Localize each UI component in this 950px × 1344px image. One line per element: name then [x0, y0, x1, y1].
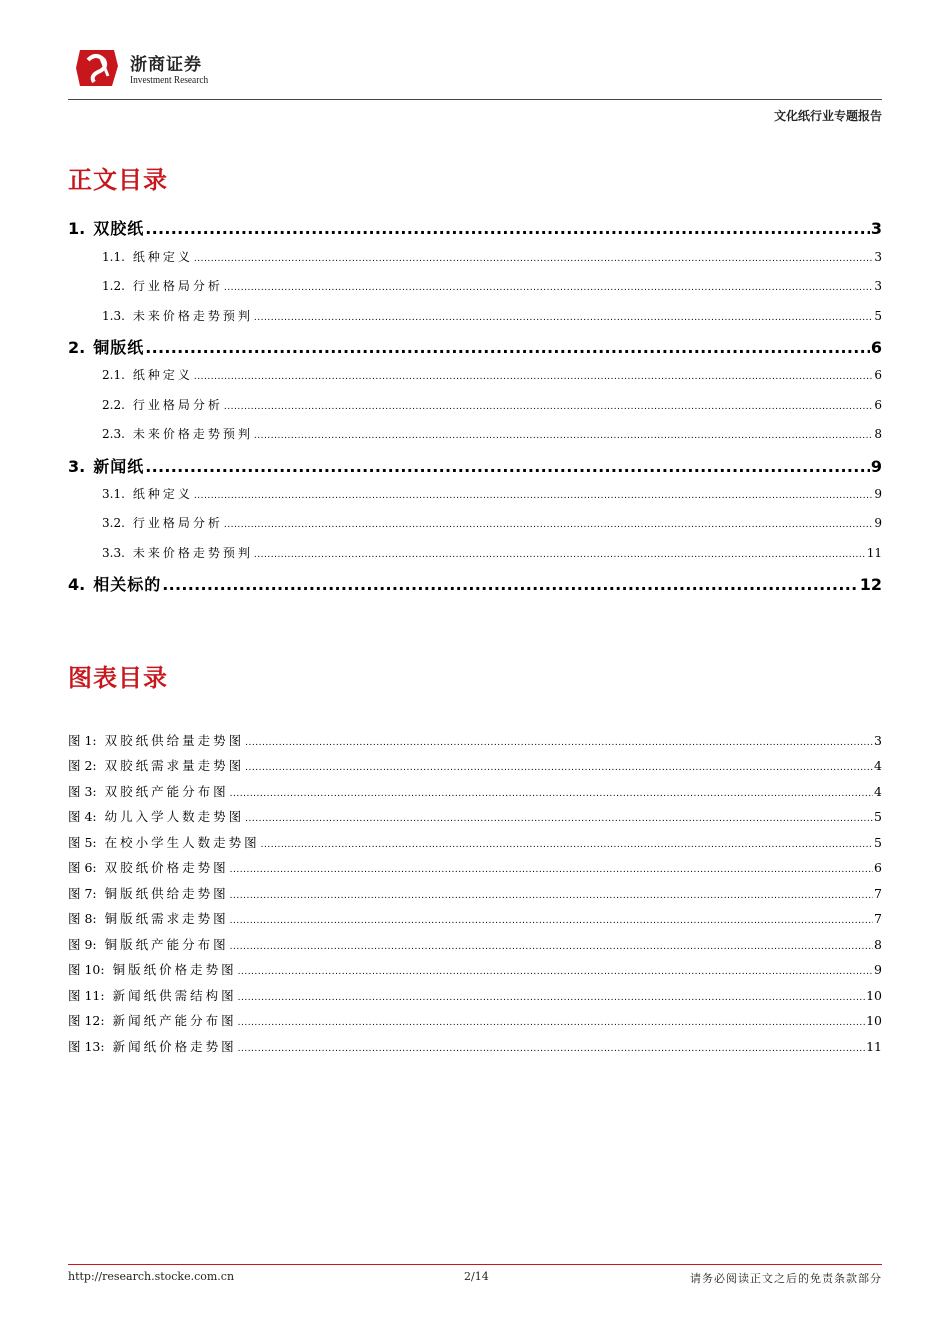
- figure-entry-3[interactable]: 图 3: 双胶纸产能分布图 ..... 4: [68, 782, 882, 800]
- dot-leader: [245, 814, 873, 824]
- page-number: 12: [859, 575, 882, 594]
- page-number: 11: [866, 1039, 882, 1054]
- footer-page-number: 2/14: [464, 1270, 489, 1283]
- dot-leader: [230, 789, 873, 799]
- page-number: 10: [866, 1013, 882, 1028]
- toc-entry-3-2[interactable]: 3.2. 行业格局分析 ..... 9: [102, 514, 882, 531]
- dot-leader: [194, 254, 873, 264]
- page-number: 7: [874, 911, 882, 926]
- page-number: 9: [874, 962, 882, 977]
- dot-leader: [254, 550, 866, 560]
- page-number: 4: [874, 784, 882, 799]
- figure-entry-5[interactable]: 图 5: 在校小学生人数走势图 ..... 5: [68, 833, 882, 851]
- dot-leader: [224, 283, 873, 293]
- toc-entry-3-3[interactable]: 3.3. 未来价格走势预判 ..... 11: [102, 544, 882, 561]
- dot-leader: [245, 738, 873, 748]
- page-number: 3: [874, 250, 882, 264]
- dot-leader: [254, 431, 873, 441]
- dot-leader: [145, 338, 870, 357]
- brand-logo: [70, 44, 220, 94]
- dot-leader: [238, 1044, 865, 1054]
- brand-logo-mark: [74, 46, 120, 90]
- report-title: 文化纸行业专题报告: [773, 109, 882, 123]
- page-number: 3: [870, 219, 882, 238]
- dot-leader: [261, 840, 873, 850]
- brand-name-en: Investment Research: [130, 74, 209, 86]
- figure-entry-9[interactable]: 图 9: 铜版纸产能分布图 ..... 8: [68, 935, 882, 953]
- page-number: 9: [874, 516, 882, 530]
- page-number: 5: [874, 809, 882, 824]
- toc-entry-1[interactable]: 1. 双胶纸 ..... 3: [68, 216, 882, 239]
- toc-entry-2-3[interactable]: 2.3. 未来价格走势预判 ..... 8: [102, 425, 882, 442]
- page-number: 6: [874, 398, 882, 412]
- page-number: 3: [874, 733, 882, 748]
- toc-heading: 正文目录: [68, 166, 168, 194]
- header-divider: [68, 99, 882, 100]
- dot-leader: [245, 763, 873, 773]
- dot-leader: [254, 313, 873, 323]
- toc-entry-2-2[interactable]: 2.2. 行业格局分析 ..... 6: [102, 396, 882, 413]
- page-number: 11: [866, 546, 882, 560]
- page-number: 5: [874, 835, 882, 850]
- dot-leader: [238, 993, 865, 1003]
- toc-entry-3-1[interactable]: 3.1. 纸种定义 ..... 9: [102, 485, 882, 502]
- toc-entry-1-2[interactable]: 1.2. 行业格局分析 ..... 3: [102, 277, 882, 294]
- dot-leader: [230, 942, 873, 952]
- figure-entry-4[interactable]: 图 4: 幼儿入学人数走势图 ..... 5: [68, 807, 882, 825]
- page-number: 9: [870, 457, 882, 476]
- figure-entry-6[interactable]: 图 6: 双胶纸价格走势图 ..... 6: [68, 858, 882, 876]
- figure-entry-1[interactable]: 图 1: 双胶纸供给量走势图 ..... 3: [68, 731, 882, 749]
- page-number: 4: [874, 758, 882, 773]
- page-number: 6: [870, 338, 882, 357]
- toc-entry-3[interactable]: 3. 新闻纸 ..... 9: [68, 454, 882, 477]
- page-number: 10: [866, 988, 882, 1003]
- dot-leader: [230, 865, 873, 875]
- dot-leader: [145, 219, 870, 238]
- page-number: 8: [874, 427, 882, 441]
- toc-entry-2-1[interactable]: 2.1. 纸种定义 ..... 6: [102, 366, 882, 383]
- figure-entry-7[interactable]: 图 7: 铜版纸供给走势图 ..... 7: [68, 884, 882, 902]
- dot-leader: [145, 457, 870, 476]
- dot-leader: [162, 575, 859, 594]
- page-number: 5: [874, 309, 882, 323]
- dot-leader: [230, 916, 873, 926]
- figure-entry-13[interactable]: 图 13: 新闻纸价格走势图 ..... 11: [68, 1037, 882, 1055]
- page-number: 6: [874, 368, 882, 382]
- footer-disclaimer: 请务必阅读正文之后的免责条款部分: [690, 1272, 882, 1285]
- toc-entry-1-1[interactable]: 1.1. 纸种定义 ..... 3: [102, 248, 882, 265]
- footer-url[interactable]: http://research.stocke.com.cn: [68, 1270, 235, 1283]
- dot-leader: [230, 891, 873, 901]
- brand-name-cn: 浙商证券: [130, 55, 202, 75]
- dot-leader: [238, 1018, 865, 1028]
- figure-entry-8[interactable]: 图 8: 铜版纸需求走势图 ..... 7: [68, 909, 882, 927]
- page-number: 9: [874, 487, 882, 501]
- figure-entry-12[interactable]: 图 12: 新闻纸产能分布图 ..... 10: [68, 1011, 882, 1029]
- dot-leader: [224, 402, 873, 412]
- figures-heading: 图表目录: [68, 664, 168, 692]
- page-number: 7: [874, 886, 882, 901]
- figure-entry-10[interactable]: 图 10: 铜版纸价格走势图 ..... 9: [68, 960, 882, 978]
- footer-divider: [68, 1264, 882, 1265]
- toc-entry-1-3[interactable]: 1.3. 未来价格走势预判 ..... 5: [102, 307, 882, 324]
- dot-leader: [194, 491, 873, 501]
- figure-entry-2[interactable]: 图 2: 双胶纸需求量走势图 ..... 4: [68, 756, 882, 774]
- dot-leader: [194, 372, 873, 382]
- toc-entry-4[interactable]: 4. 相关标的 ..... 12: [68, 572, 882, 595]
- dot-leader: [238, 967, 873, 977]
- dot-leader: [224, 520, 873, 530]
- page-number: 3: [874, 279, 882, 293]
- figure-entry-11[interactable]: 图 11: 新闻纸供需结构图 ..... 10: [68, 986, 882, 1004]
- page-number: 6: [874, 860, 882, 875]
- toc-entry-2[interactable]: 2. 铜版纸 ..... 6: [68, 335, 882, 358]
- page-number: 8: [874, 937, 882, 952]
